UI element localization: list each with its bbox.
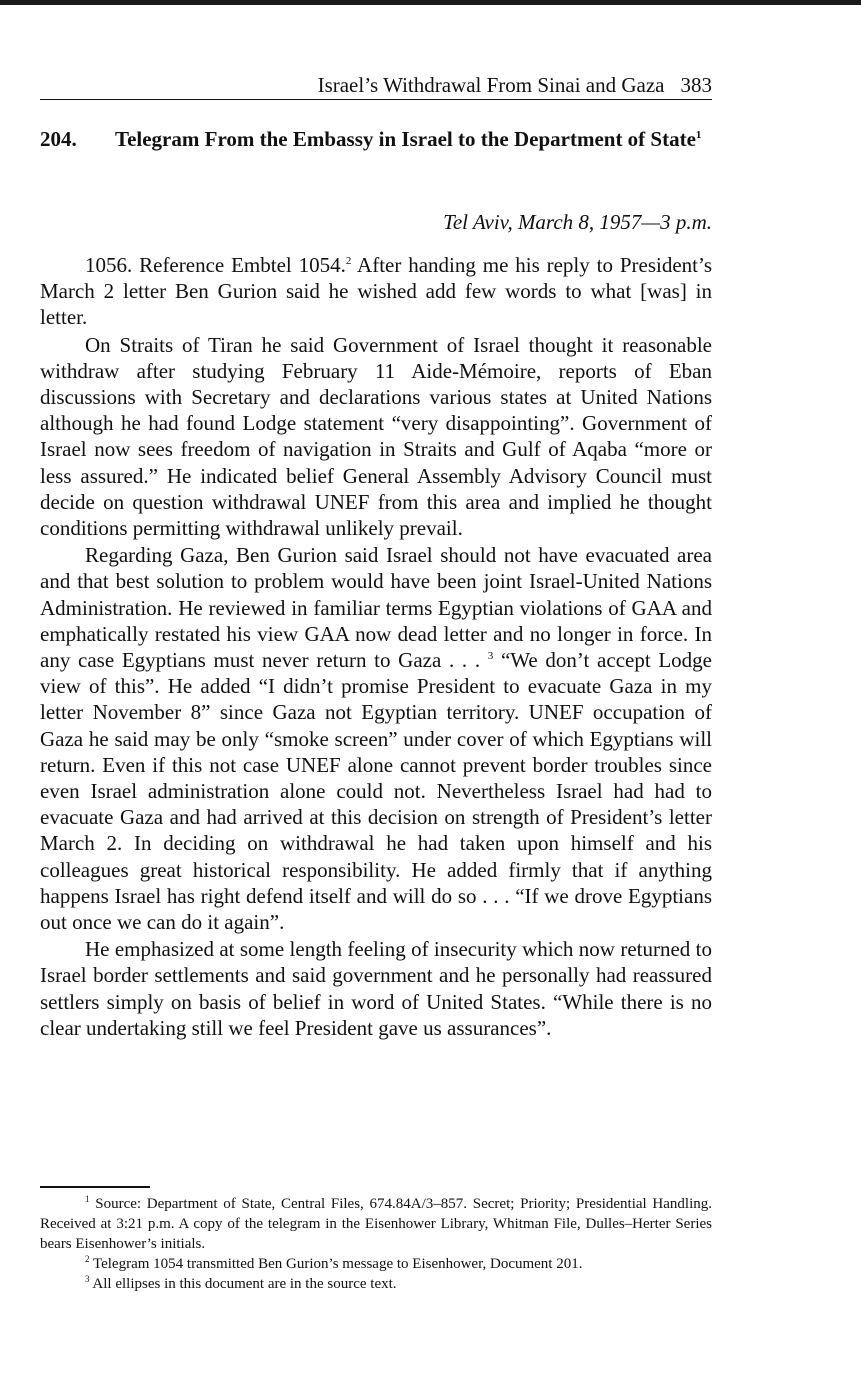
paragraph-1-part-b: After handing me his reply to President’s March 2 letter Ben Gurion said he wished add few words to what [was] in letter.: [40, 253, 712, 330]
paragraph-3-part-b: “We don’t accept Lodge view of this”. He added “I didn’t promise President to evacuate Gaza in my letter November 8” since Gaza not Egyptian territory. UNEF occupation of Gaza he said may be only “smoke screen” under cover of which Egyptians will return. Even if this not case UNEF alone cannot prevent border troubles since even Israel administration alone could not. Nevertheless Israel had had to evacuate Gaza and had arrived at this decision on strength of President’s letter March 2. In deciding on withdrawal he had taken upon himself and his colleagues great historical responsibility. He added firmly that if anything happens Israel has right defend itself and will do so . . . “If we drove Egyptians out once we can do it again”.: [40, 648, 713, 935]
document-title-text: Telegram From the Embassy in Israel to the Department of State: [115, 127, 696, 151]
footnote-rule: [40, 1186, 150, 1188]
dateline: Tel Aviv, March 8, 1957—3 p.m.: [443, 210, 712, 234]
footnotes: [40, 1194, 712, 1294]
footnote-3: [40, 1274, 712, 1294]
running-head-title: Israel’s Withdrawal From Sinai and Gaza: [317, 73, 665, 97]
footnote-ref-2: 2: [345, 255, 352, 267]
footnote-2: [40, 1254, 712, 1274]
footnote-1-mark: 1: [85, 1194, 90, 1204]
footnote-2-mark: 2: [85, 1254, 90, 1264]
page-top-edge: [0, 0, 861, 5]
footnote-1: [40, 1194, 712, 1254]
page-number: 383: [680, 73, 712, 97]
telegram-body: [40, 252, 712, 1041]
footnote-3-mark: 3: [85, 1274, 90, 1284]
paragraph-1: [40, 252, 712, 331]
running-head: [40, 72, 712, 100]
document-title: [115, 126, 712, 152]
paragraph-3-part-a: Regarding Gaza, Ben Gurion said Israel should not have evacuated area and that best solution to problem would have been joint Israel-United Nations Administration. He reviewed in familiar terms Egyptian violations of GAA and emphatically restated his view GAA now dead letter and no longer in force. In any case Egyptians must never return to Gaza . . .: [40, 543, 712, 673]
footnote-ref-1: 1: [695, 129, 702, 141]
paragraph-3: [40, 542, 712, 935]
footnote-ref-3: 3: [487, 650, 494, 663]
footnote-1-text: Source: Department of State, Central Files, 674.84A/3–857. Secret; Priority; Presidential Handling. Received at 3:21 p.m. A copy of the telegram in the Eisenhower Library, Whitman File, Dulles–Herter Series bears Eisenhower’s initials.: [40, 1196, 712, 1252]
footnote-3-text: All ellipses in this document are in the source text.: [89, 1276, 397, 1292]
document-number: 204.: [40, 127, 77, 151]
paragraph-4: He emphasized at some length feeling of insecurity which now returned to Israel border settlements and said government and he personally had reassured settlers simply on basis of belief in word of United States. “While there is no clear undertaking still we feel President gave us assurances”.: [40, 937, 712, 1040]
document-heading: [40, 126, 712, 152]
paragraph-1-part-a: 1056. Reference Embtel 1054.: [85, 253, 346, 277]
paragraph-2: On Straits of Tiran he said Government of Israel thought it reasonable withdraw after studying February 11 Aide-Mémoire, reports of Eban discussions with Secretary and declarations various states at United Nations although he had found Lodge statement “very disappointing”. Government of Israel now sees freedom of navigation in Straits and Gulf of Aqaba “more or less assured.” He indicated belief General Assembly Advisory Council must decide on question withdrawal UNEF from this area and implied he thought conditions permitting withdrawal unlikely prevail.: [40, 332, 712, 541]
footnote-2-text: Telegram 1054 transmitted Ben Gurion’s message to Eisenhower, Document 201.: [89, 1256, 583, 1272]
